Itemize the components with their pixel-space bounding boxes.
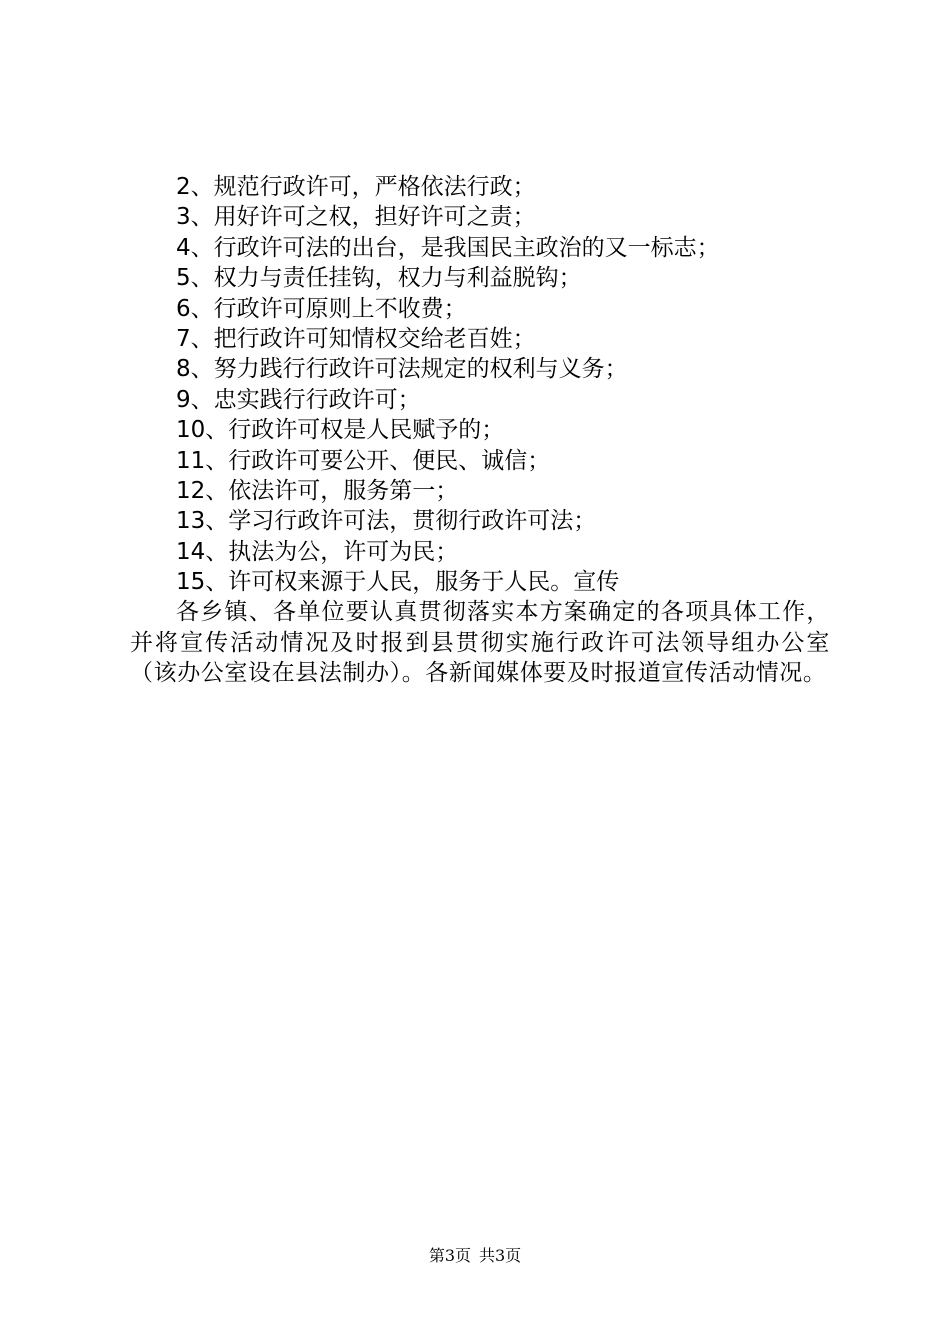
list-item <box>130 537 830 567</box>
section-heading-fragment: 宣传 <box>573 569 620 596</box>
list-item-text: 4、行政许可法的出台，是我国民主政治的又一标志； <box>176 234 720 261</box>
list-item <box>130 294 830 324</box>
slogan-list <box>130 172 830 597</box>
list-item-text: 14、执法为公，许可为民； <box>176 538 459 565</box>
list-item <box>130 476 830 506</box>
list-item <box>130 233 830 263</box>
page-footer <box>0 1243 950 1266</box>
list-item-text: 5、权力与责任挂钩，权力与利益脱钩； <box>176 265 582 292</box>
page-total: 共3页 <box>479 1246 522 1265</box>
list-item <box>130 446 830 476</box>
list-item-text: 6、行政许可原则上不收费； <box>176 295 467 322</box>
list-item <box>130 415 830 445</box>
list-item-text: 8、努力践行行政许可法规定的权利与义务； <box>176 356 628 383</box>
document-body <box>130 172 830 689</box>
list-item-text: 2、规范行政许可，严格依法行政； <box>176 174 536 200</box>
page-number: 第3页 <box>428 1246 471 1265</box>
list-item <box>130 385 830 415</box>
list-item <box>130 172 830 202</box>
list-item <box>130 506 830 536</box>
list-item <box>130 567 830 597</box>
closing-paragraph: 各乡镇、各单位要认真贯彻落实本方案确定的各项具体工作，并将宣传活动情况及时报到县贯彻实施行政许可法领导组办公室（该办公室设在县法制办）。各新闻媒体要及时报道宣传活动情况。 <box>130 599 830 687</box>
list-item <box>130 202 830 232</box>
list-item-text: 10、行政许可权是人民赋予的； <box>176 417 505 444</box>
list-item-text: 11、行政许可要公开、便民、诚信； <box>176 447 551 474</box>
list-item-text: 13、学习行政许可法，贯彻行政许可法； <box>176 508 597 535</box>
list-item-text: 3、用好许可之权，担好许可之责； <box>176 204 536 231</box>
list-item-text: 9、忠实践行行政许可； <box>176 386 421 413</box>
list-item <box>130 324 830 354</box>
list-item <box>130 354 830 384</box>
list-item-text: 15、许可权来源于人民，服务于人民。 <box>176 569 574 596</box>
list-item-text: 12、依法许可，服务第一； <box>176 477 459 504</box>
list-item <box>130 263 830 293</box>
list-item-text: 7、把行政许可知情权交给老百姓； <box>176 325 536 352</box>
